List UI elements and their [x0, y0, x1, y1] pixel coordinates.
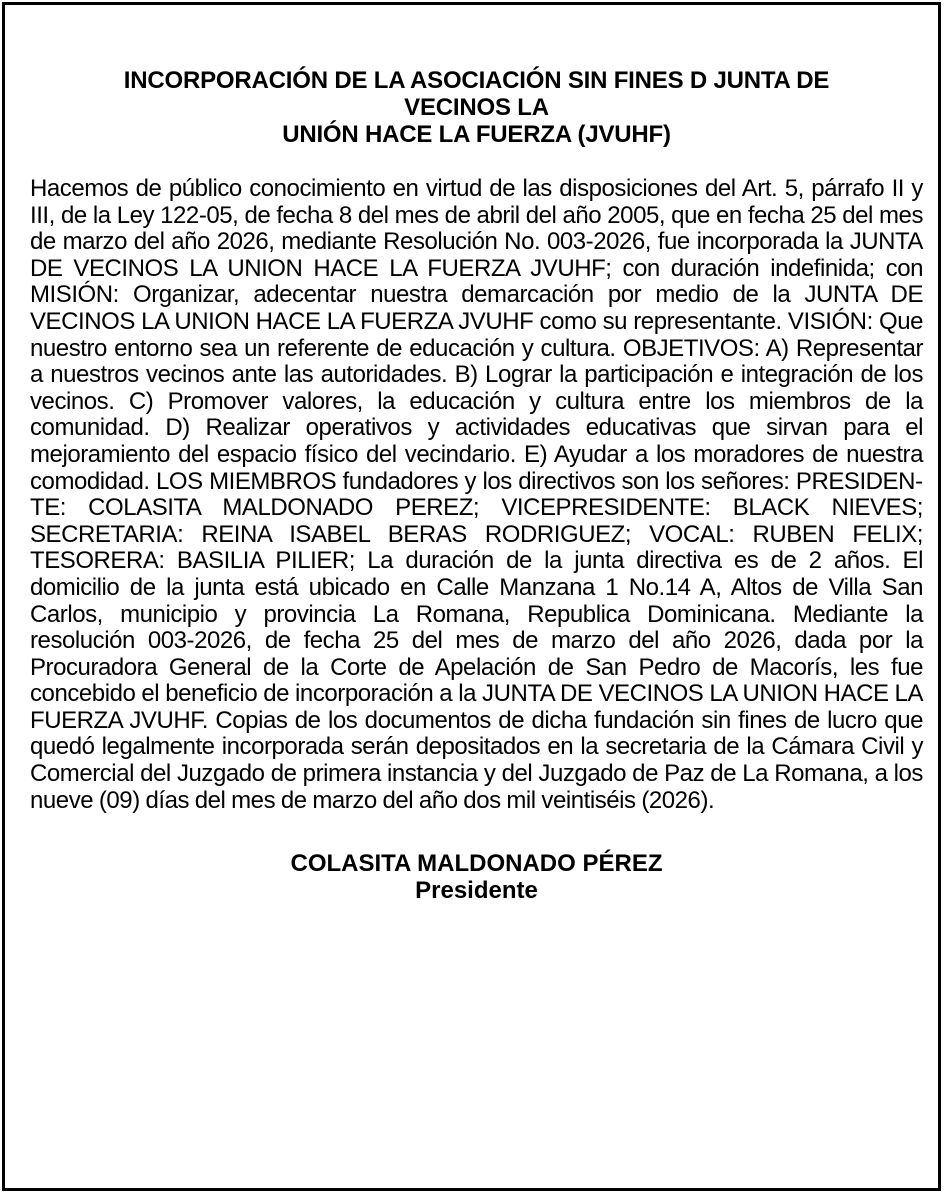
- title-line-3: UNIÓN HACE LA FUERZA (JVUHF): [282, 121, 671, 148]
- signature-block: [30, 850, 923, 904]
- signatory-name: COLASITA MALDONADO PÉREZ: [290, 850, 663, 878]
- notice-title: [30, 67, 923, 148]
- notice-border: [2, 2, 941, 1191]
- notice-body: Hacemos de público conocimiento en virtud de las disposiciones del Art. 5, párrafo II y III, de la Ley 122-05, de fecha 8 del mes de abril del año 2005, que en fecha 25 del mes de marzo del año 2026, mediante Resolución No. 003-2026, fue incorporada la JUNTA DE VECINOS LA UNION HACE LA FUERZA JVUHF; con duración indefinida; con MISIÓN: Organizar, adecentar nuestra demarcación por medio de la JUNTA DE VECINOS LA UNION HACE LA FUERZA JVUHF como su representante. VISIÓN: Que nuestro entorno sea un referente de educación y cultura. OBJETIVOS: A) Representar a nuestros vecinos ante las autoridades. B) Lograr la participación e integración de los vecinos. C) Promover valores, la educación y cultura entre los miembros de la comunidad. D) Realizar operativos y actividades educativas que sirvan para el mejoramiento del espacio físico del vecindario. E) Ayudar a los moradores de nuestra comodidad. LOS MIEMBROS fundadores y los directivos son los señores: PRESIDENTE: COLASITA MALDONADO PEREZ; VICEPRESIDENTE: BLACK NIEVES; SECRETARIA: REINA ISABEL BERAS RODRIGUEZ; VOCAL: RUBEN FELIX; TESORERA: BASILIA PILIER; La duración de la junta directiva es de 2 años. El domicilio de la junta está ubicado en Calle Manzana 1 No.14 A, Altos de Villa San Carlos, municipio y provincia La Romana, Republica Dominicana. Mediante la resolución 003-2026, de fecha 25 del mes de marzo del año 2026, dada por la Procuradora General de la Corte de Apelación de San Pedro de Macorís, les fue concebido el beneficio de incorporación a la JUNTA DE VECINOS LA UNION HACE LA FUERZA JVUHF. Copias de los documentos de dicha fundación sin fines de lucro que quedó legalmente incorporada serán depositados en la secretaria de la Cámara Civil y Comercial del Juzgado de primera instancia y del Juzgado de Paz de La Romana, a los nueve (09) días del mes de marzo del año dos mil veintiséis (2026).: [30, 175, 923, 814]
- signatory-role: Presidente: [415, 877, 538, 905]
- title-line-2: VECINOS LA: [404, 94, 549, 121]
- notice-content: [30, 67, 923, 904]
- title-line-1: INCORPORACIÓN DE LA ASOCIACIÓN SIN FINES D JUNTA DE: [123, 67, 830, 94]
